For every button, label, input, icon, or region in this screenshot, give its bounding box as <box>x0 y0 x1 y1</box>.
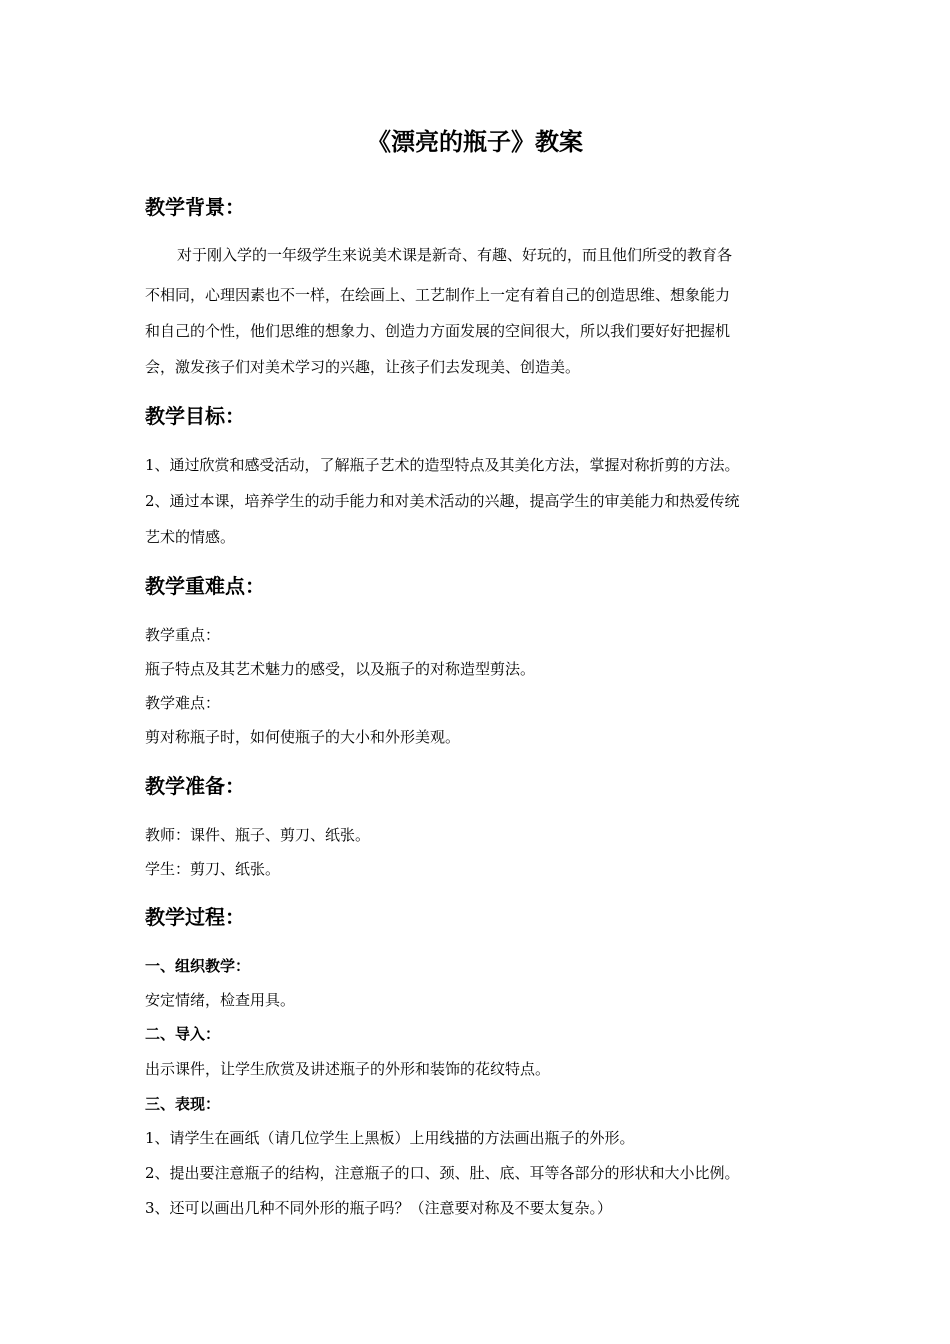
key-point-text: 瓶子特点及其艺术魅力的感受，以及瓶子的对称造型剪法。 <box>145 660 536 678</box>
heading-background: 教学背景： <box>145 195 245 219</box>
step1-title: 一、组织教学： <box>145 957 251 975</box>
difficulty-label: 教学难点： <box>145 694 221 712</box>
step3-title: 三、表现： <box>145 1095 221 1113</box>
difficulty-text: 剪对称瓶子时，如何使瓶子的大小和外形美观。 <box>145 728 461 746</box>
heading-key-points: 教学重难点： <box>145 574 265 598</box>
background-line-1: 对于刚入学的一年级学生来说美术课是新奇、有趣、好玩的，而且他们所受的教育各 <box>177 246 733 264</box>
goals-line-2: 2、通过本课，培养学生的动手能力和对美术活动的兴趣，提高学生的审美能力和热爱传统 <box>145 492 740 510</box>
goals-line-3: 艺术的情感。 <box>145 528 236 546</box>
step3-line-2: 2、提出要注意瓶子的结构，注意瓶子的口、颈、肚、底、耳等各部分的形状和大小比例。 <box>145 1164 740 1182</box>
heading-goals: 教学目标： <box>145 404 245 428</box>
preparation-teacher: 教师：课件、瓶子、剪刀、纸张。 <box>145 826 371 844</box>
page-title: 《漂亮的瓶子》教案 <box>367 127 583 156</box>
background-line-2: 不相同，心理因素也不一样，在绘画上、工艺制作上一定有着自己的创造思维、想象能力 <box>145 286 731 304</box>
step2-title: 二、导入： <box>145 1025 221 1043</box>
key-point-label: 教学重点： <box>145 626 221 644</box>
heading-process: 教学过程： <box>145 905 245 929</box>
step3-line-3: 3、还可以画出几种不同外形的瓶子吗？（注意要对称及不要太复杂。） <box>145 1199 613 1217</box>
step2-text: 出示课件，让学生欣赏及讲述瓶子的外形和装饰的花纹特点。 <box>145 1060 551 1078</box>
step3-line-1: 1、请学生在画纸（请几位学生上黑板）上用线描的方法画出瓶子的外形。 <box>145 1129 635 1147</box>
background-line-4: 会，激发孩子们对美术学习的兴趣，让孩子们去发现美、创造美。 <box>145 358 581 376</box>
preparation-student: 学生：剪刀、纸张。 <box>145 860 281 878</box>
heading-preparation: 教学准备： <box>145 774 245 798</box>
background-line-3: 和自己的个性，他们思维的想象力、创造力方面发展的空间很大，所以我们要好好把握机 <box>145 322 731 340</box>
step1-text: 安定情绪，检查用具。 <box>145 991 296 1009</box>
goals-line-1: 1、通过欣赏和感受活动，了解瓶子艺术的造型特点及其美化方法，掌握对称折剪的方法。 <box>145 456 740 474</box>
